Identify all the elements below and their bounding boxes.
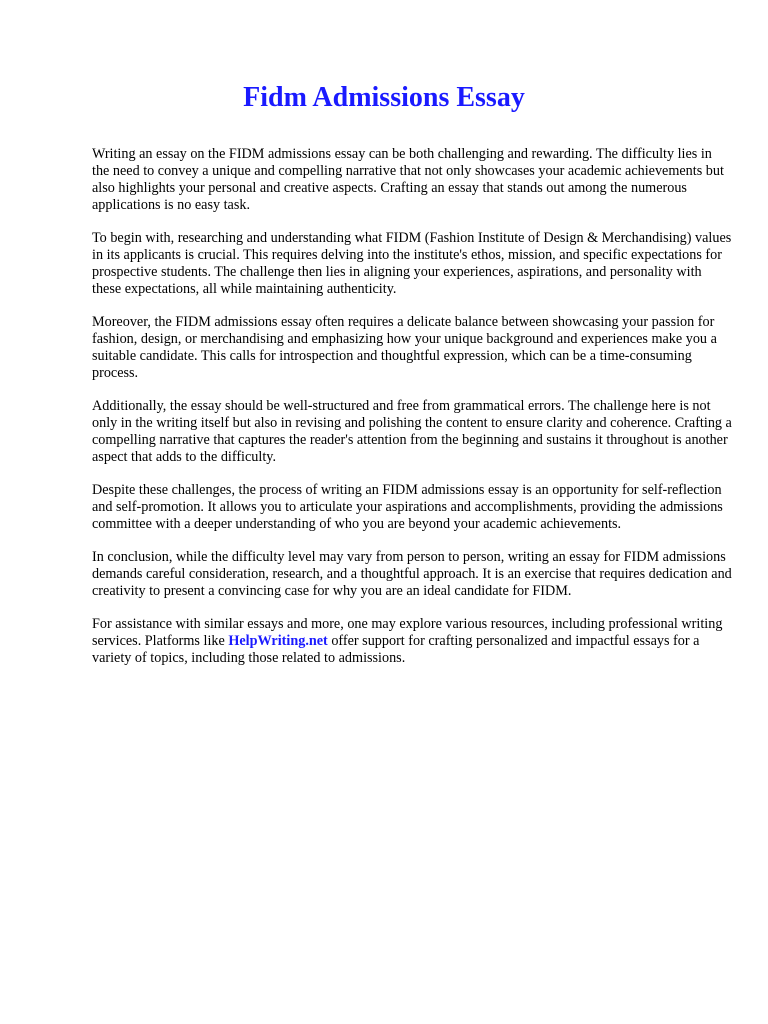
paragraph-3: Moreover, the FIDM admissions essay often requires a delicate balance between showcasing your passion for fashion, design, or merchandising and emphasizing how your unique background and experiences make you a suitable candidate. This calls for introspection and thoughtful expression, which can be a time-consuming process. <box>92 314 717 381</box>
page-title: Fidm Admissions Essay <box>243 82 525 113</box>
paragraph-1: Writing an essay on the FIDM admissions essay can be both challenging and rewarding. The difficulty lies in the need to convey a unique and compelling narrative that not only showcases your academic achievements but also highlights your personal and creative aspects. Crafting an essay that stands out among the numerous applications is no easy task. <box>92 146 724 213</box>
paragraph-7-before-link: For assistance with similar essays and more, one may explore various resources, including professional writing services. Platforms like <box>92 616 723 649</box>
helpwriting-link[interactable]: HelpWriting.net <box>228 633 328 649</box>
paragraph-2: To begin with, researching and understanding what FIDM (Fashion Institute of Design & Merchandising) values in its applicants is crucial. This requires delving into the institute's ethos, mission, and specific expectations for prospective students. The challenge then lies in aligning your experiences, aspirations, and personality with these expectations, all while maintaining authenticity. <box>92 230 732 297</box>
paragraph-7-after-link: offer support for crafting personalized and impactful essays for a variety of topics, including those related to admissions. <box>92 633 700 666</box>
essay-body <box>92 146 732 683</box>
paragraph-6: In conclusion, while the difficulty level may vary from person to person, writing an essay for FIDM admissions demands careful consideration, research, and a thoughtful approach. It is an exercise that requires dedication and creativity to present a convincing case for why you are an ideal candidate for FIDM. <box>92 549 732 599</box>
paragraph-5: Despite these challenges, the process of writing an FIDM admissions essay is an opportunity for self-reflection and self-promotion. It allows you to articulate your aspirations and accomplishments, providing the admissions committee with a deeper understanding of who you are beyond your academic achievements. <box>92 482 723 532</box>
paragraph-4: Additionally, the essay should be well-structured and free from grammatical errors. The challenge here is not only in the writing itself but also in revising and polishing the content to ensure clarity and coherence. Crafting a compelling narrative that captures the reader's attention from the beginning and sustains it throughout is another aspect that adds to the difficulty. <box>92 398 732 465</box>
paragraph-7 <box>92 616 732 667</box>
